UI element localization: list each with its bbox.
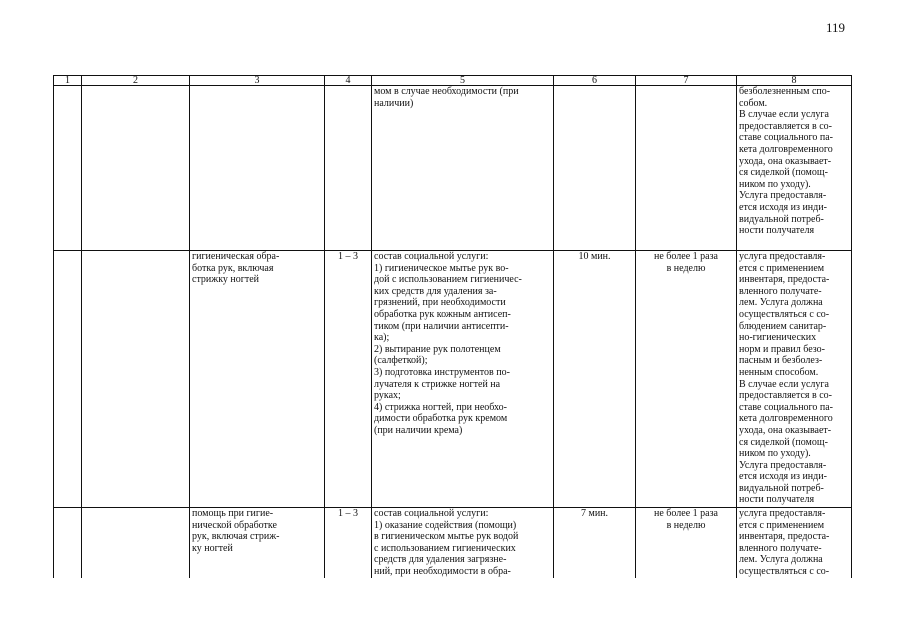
frequency-cell: не более 1 раза в неделю [636, 251, 737, 508]
row-number-cell [54, 508, 82, 579]
row-number-cell [54, 251, 82, 508]
column-header: 6 [554, 76, 636, 86]
table-row [54, 508, 852, 579]
column-header: 3 [190, 76, 325, 86]
code-cell: 1 – 3 [325, 508, 372, 579]
time-cell [554, 86, 636, 251]
column-header: 8 [737, 76, 852, 86]
service-name-cell: гигиеническая обра- ботка рук, включая стрижку ногтей [190, 251, 325, 508]
frequency-cell [636, 86, 737, 251]
category-cell [82, 508, 190, 579]
time-cell: 10 мин. [554, 251, 636, 508]
header-row [54, 76, 852, 86]
column-header: 1 [54, 76, 82, 86]
frequency-cell: не более 1 раза в неделю [636, 508, 737, 579]
column-header: 2 [82, 76, 190, 86]
service-content-cell: состав социальной услуги: 1) гигиеническое мытье рук во- дой с использованием гигиеничес- ких средств для удаления за- грязнений, при необходимости обработка рук кожным антисеп- тиком (при наличии антисепти- ка); 2) вытирание рук полотенцем (салфеткой); 3) подготовка инструментов по- лучателя к стрижке ногтей на руках; 4) стрижка ногтей, при необхо- димости обработка рук кремом (при наличии крема) [372, 251, 554, 508]
service-content-cell: состав социальной услуги: 1) оказание содействия (помощи) в гигиеническом мытье рук водой с использованием гигиенических средств для удаления загрязне- ний, при необходимости в обра- [372, 508, 554, 579]
column-header: 7 [636, 76, 737, 86]
page-number: 119 [826, 20, 846, 35]
service-content-cell: мом в случае необходимости (при наличии) [372, 86, 554, 251]
row-number-cell [54, 86, 82, 251]
time-cell: 7 мин. [554, 508, 636, 579]
column-header: 5 [372, 76, 554, 86]
code-cell: 1 – 3 [325, 251, 372, 508]
category-cell [82, 86, 190, 251]
conditions-cell: услуга предоставля- ется с применением инвентаря, предоста- вленного получате- лем. Услуга должна осуществляться с со- [737, 508, 852, 579]
conditions-cell: безболезненным спо- собом. В случае если услуга предоставляется в со- ставе социального па- кета долговременного ухода, она оказывает- ся сиделкой (помощ- ником по уходу). Услуга предоставля- ется исходя из инди- видуальной потреб- ности получателя [737, 86, 852, 251]
category-cell [82, 251, 190, 508]
code-cell [325, 86, 372, 251]
service-name-cell: помощь при гигие- нической обработке рук, включая стриж- ку ногтей [190, 508, 325, 579]
services-table [53, 75, 852, 578]
column-header: 4 [325, 76, 372, 86]
table-row [54, 251, 852, 508]
table-row [54, 86, 852, 251]
service-name-cell [190, 86, 325, 251]
conditions-cell: услуга предоставля- ется с применением инвентаря, предоста- вленного получате- лем. Услуга должна осуществляться с со- блюдением санитар- но-гигиенических норм и правил безо- пасным и безболез- ненным способом. В случае если услуга предоставляется в со- ставе социального па- кета долговременного ухода, она оказывает- ся сиделкой (помощ- ником по уходу). Услуга предоставля- ется исходя из инди- видуальной потреб- ности получателя [737, 251, 852, 508]
